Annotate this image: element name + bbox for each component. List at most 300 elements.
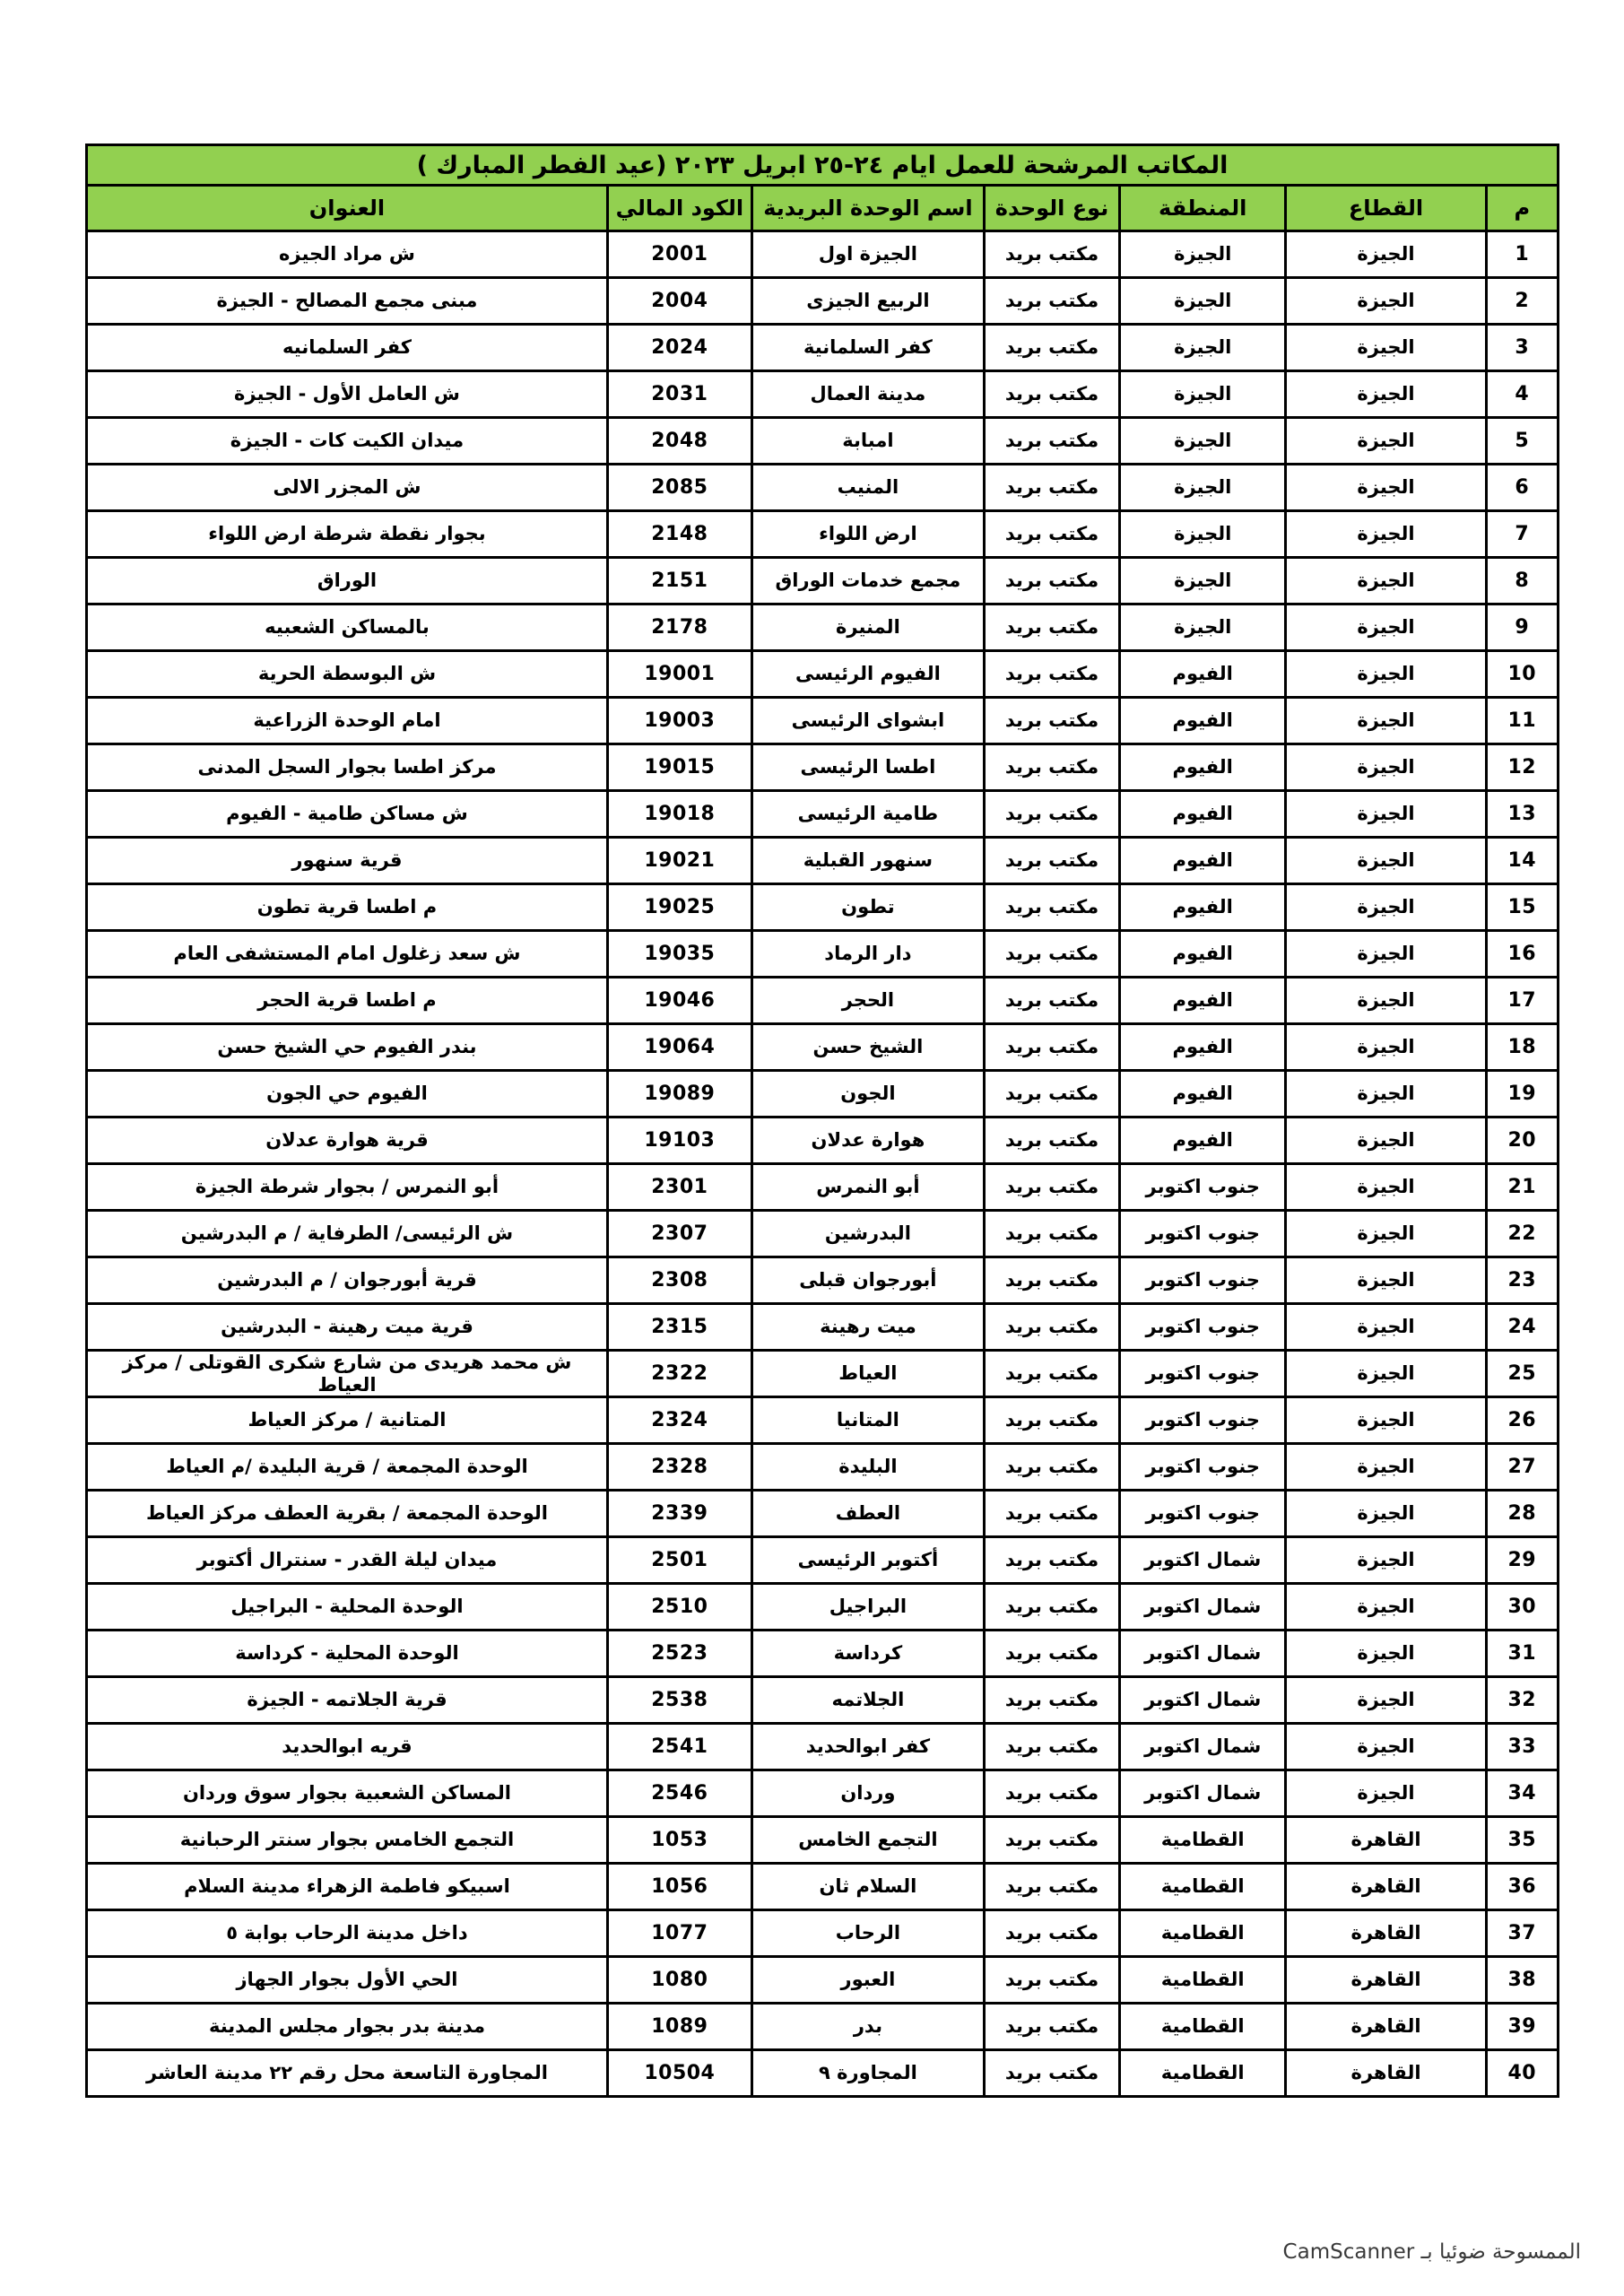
cell-row-number: 17 (1486, 978, 1558, 1024)
cell-row-number: 16 (1486, 931, 1558, 978)
cell-region: الفيوم (1120, 884, 1286, 931)
cell-sector: الجيزة (1286, 418, 1486, 465)
cell-region: شمال اكتوبر (1120, 1677, 1286, 1724)
cell-address: قرية سنهور (87, 838, 608, 884)
col-header-name: اسم الوحدة البريدية (751, 186, 984, 231)
table-row (87, 558, 1559, 604)
cell-unit-name: طامية الرئيسى (751, 791, 984, 838)
cell-unit-name: التجمع الخامس (751, 1817, 984, 1864)
cell-sector: الجيزة (1286, 1584, 1486, 1631)
cell-address: قرية أبورجوان / م البدرشين (87, 1257, 608, 1304)
cell-finance-code: 19001 (607, 651, 751, 698)
cell-row-number: 35 (1486, 1817, 1558, 1864)
cell-unit-name: دار الرماد (751, 931, 984, 978)
cell-region: شمال اكتوبر (1120, 1770, 1286, 1817)
cell-unit-type: مكتب بريد (985, 1071, 1120, 1118)
cell-region: القطامية (1120, 2004, 1286, 2050)
cell-unit-type: مكتب بريد (985, 418, 1120, 465)
cell-address: ش العامل الأول - الجيزة (87, 371, 608, 418)
cell-region: جنوب اكتوبر (1120, 1304, 1286, 1351)
cell-region: الفيوم (1120, 744, 1286, 791)
cell-sector: القاهرة (1286, 1957, 1486, 2004)
page-title: المكاتب المرشحة للعمل ايام ٢٤-٢٥ ابريل ٢٠٢٣ (عيد الفطر المبارك ) (87, 145, 1559, 186)
cell-row-number: 38 (1486, 1957, 1558, 2004)
cell-unit-type: مكتب بريد (985, 1817, 1120, 1864)
cell-unit-name: الحجر (751, 978, 984, 1024)
table-row (87, 1631, 1559, 1677)
cell-unit-type: مكتب بريد (985, 1397, 1120, 1444)
cell-unit-type: مكتب بريد (985, 698, 1120, 744)
cell-unit-type: مكتب بريد (985, 1957, 1120, 2004)
cell-sector: الجيزة (1286, 325, 1486, 371)
cell-sector: الجيزة (1286, 698, 1486, 744)
cell-address: المساكن الشعبية بجوار سوق وردان (87, 1770, 608, 1817)
cell-row-number: 10 (1486, 651, 1558, 698)
cell-finance-code: 2308 (607, 1257, 751, 1304)
cell-row-number: 20 (1486, 1118, 1558, 1164)
cell-address: ش الرئيسى/ الطرفاية / م البدرشين (87, 1211, 608, 1257)
cell-finance-code: 2339 (607, 1491, 751, 1537)
cell-sector: القاهرة (1286, 1864, 1486, 1910)
cell-finance-code: 2151 (607, 558, 751, 604)
table-row (87, 1864, 1559, 1910)
cell-address: ش البوسطة الحرية (87, 651, 608, 698)
cell-row-number: 8 (1486, 558, 1558, 604)
cell-unit-type: مكتب بريد (985, 1257, 1120, 1304)
cell-unit-type: مكتب بريد (985, 1631, 1120, 1677)
cell-sector: الجيزة (1286, 231, 1486, 278)
cell-address: مبنى مجمع المصالح - الجيزة (87, 278, 608, 325)
table-row (87, 1397, 1559, 1444)
cell-row-number: 23 (1486, 1257, 1558, 1304)
cell-row-number: 18 (1486, 1024, 1558, 1071)
cell-address: التجمع الخامس بجوار سنتر الرحبانية (87, 1817, 608, 1864)
cell-address: بندر الفيوم حي الشيخ حسن (87, 1024, 608, 1071)
cell-row-number: 22 (1486, 1211, 1558, 1257)
cell-address: م اطسا قرية الحجر (87, 978, 608, 1024)
cell-unit-name: الرحاب (751, 1910, 984, 1957)
cell-region: الفيوم (1120, 931, 1286, 978)
cell-address: الوحدة المحلية - البراجيل (87, 1584, 608, 1631)
cell-row-number: 28 (1486, 1491, 1558, 1537)
cell-unit-type: مكتب بريد (985, 1024, 1120, 1071)
cell-unit-type: مكتب بريد (985, 838, 1120, 884)
table-row (87, 1071, 1559, 1118)
cell-finance-code: 2538 (607, 1677, 751, 1724)
cell-address: المتانية / مركز العياط (87, 1397, 608, 1444)
cell-sector: الجيزة (1286, 1631, 1486, 1677)
cell-unit-type: مكتب بريد (985, 2050, 1120, 2097)
cell-row-number: 5 (1486, 418, 1558, 465)
cell-address: مدينة بدر بجوار مجلس المدينة (87, 2004, 608, 2050)
col-header-address: العنوان (87, 186, 608, 231)
header-row (87, 186, 1559, 231)
cell-address: المجاورة التاسعة محل رقم ٢٢ مدينة العاشر (87, 2050, 608, 2097)
cell-unit-name: الشيخ حسن (751, 1024, 984, 1071)
cell-row-number: 9 (1486, 604, 1558, 651)
cell-row-number: 19 (1486, 1071, 1558, 1118)
cell-finance-code: 1080 (607, 1957, 751, 2004)
table-row (87, 791, 1559, 838)
cell-unit-name: البراجيل (751, 1584, 984, 1631)
cell-finance-code: 19103 (607, 1118, 751, 1164)
cell-sector: القاهرة (1286, 2004, 1486, 2050)
cell-sector: الجيزة (1286, 278, 1486, 325)
cell-row-number: 6 (1486, 465, 1558, 511)
cell-unit-name: العياط (751, 1351, 984, 1397)
cell-row-number: 36 (1486, 1864, 1558, 1910)
cell-address: بالمساكن الشعبيه (87, 604, 608, 651)
cell-finance-code: 1056 (607, 1864, 751, 1910)
cell-region: جنوب اكتوبر (1120, 1211, 1286, 1257)
table-row (87, 978, 1559, 1024)
table-row (87, 744, 1559, 791)
cell-unit-name: كفر ابوالحديد (751, 1724, 984, 1770)
cell-unit-name: المنيرة (751, 604, 984, 651)
cell-unit-type: مكتب بريد (985, 1304, 1120, 1351)
cell-unit-name: اطسا الرئيسى (751, 744, 984, 791)
cell-region: الجيزة (1120, 231, 1286, 278)
cell-row-number: 7 (1486, 511, 1558, 558)
table-body (87, 231, 1559, 2097)
cell-unit-name: الربيع الجيزى (751, 278, 984, 325)
cell-sector: الجيزة (1286, 465, 1486, 511)
cell-region: الفيوم (1120, 978, 1286, 1024)
cell-region: الجيزة (1120, 278, 1286, 325)
cell-sector: الجيزة (1286, 371, 1486, 418)
cell-finance-code: 2024 (607, 325, 751, 371)
cell-sector: الجيزة (1286, 1491, 1486, 1537)
cell-sector: الجيزة (1286, 511, 1486, 558)
cell-sector: الجيزة (1286, 1724, 1486, 1770)
cell-unit-type: مكتب بريد (985, 558, 1120, 604)
table-row (87, 1491, 1559, 1537)
cell-unit-name: الجلاتمه (751, 1677, 984, 1724)
cell-region: الفيوم (1120, 698, 1286, 744)
table-row (87, 698, 1559, 744)
cell-finance-code: 19035 (607, 931, 751, 978)
cell-unit-name: المجاورة ٩ (751, 2050, 984, 2097)
table-row (87, 278, 1559, 325)
table-row (87, 1677, 1559, 1724)
cell-address: بجوار نقطة شرطة ارض اللواء (87, 511, 608, 558)
cell-sector: الجيزة (1286, 744, 1486, 791)
cell-unit-type: مكتب بريد (985, 931, 1120, 978)
cell-finance-code: 2048 (607, 418, 751, 465)
cell-sector: الجيزة (1286, 931, 1486, 978)
col-header-region: المنطقة (1120, 186, 1286, 231)
table-row (87, 1257, 1559, 1304)
cell-region: الجيزة (1120, 325, 1286, 371)
cell-unit-type: مكتب بريد (985, 1584, 1120, 1631)
cell-region: جنوب اكتوبر (1120, 1397, 1286, 1444)
cell-unit-type: مكتب بريد (985, 465, 1120, 511)
cell-finance-code: 19064 (607, 1024, 751, 1071)
cell-region: الجيزة (1120, 418, 1286, 465)
table-row (87, 2050, 1559, 2097)
cell-sector: الجيزة (1286, 1444, 1486, 1491)
cell-unit-name: العطف (751, 1491, 984, 1537)
cell-address: الحي الأول بجوار الجهاز (87, 1957, 608, 2004)
cell-region: الفيوم (1120, 1071, 1286, 1118)
cell-sector: الجيزة (1286, 1677, 1486, 1724)
cell-sector: الجيزة (1286, 978, 1486, 1024)
table-row (87, 838, 1559, 884)
table-row (87, 1957, 1559, 2004)
cell-sector: الجيزة (1286, 1024, 1486, 1071)
cell-unit-type: مكتب بريد (985, 1770, 1120, 1817)
cell-unit-name: الجون (751, 1071, 984, 1118)
cell-region: الجيزة (1120, 604, 1286, 651)
table-row (87, 231, 1559, 278)
table-row (87, 465, 1559, 511)
cell-region: الفيوم (1120, 651, 1286, 698)
cell-row-number: 37 (1486, 1910, 1558, 1957)
cell-unit-type: مكتب بريد (985, 1537, 1120, 1584)
table-row (87, 651, 1559, 698)
cell-unit-name: البليدة (751, 1444, 984, 1491)
cell-region: الجيزة (1120, 465, 1286, 511)
cell-finance-code: 19003 (607, 698, 751, 744)
cell-unit-name: المتانيا (751, 1397, 984, 1444)
cell-unit-name: المنيب (751, 465, 984, 511)
cell-finance-code: 2301 (607, 1164, 751, 1211)
cell-row-number: 40 (1486, 2050, 1558, 2097)
cell-address: قرية ميت رهينة - البدرشين (87, 1304, 608, 1351)
cell-region: الفيوم (1120, 838, 1286, 884)
cell-row-number: 34 (1486, 1770, 1558, 1817)
cell-unit-name: العبور (751, 1957, 984, 2004)
table-row (87, 371, 1559, 418)
table-row (87, 1211, 1559, 1257)
cell-unit-type: مكتب بريد (985, 1444, 1120, 1491)
cell-unit-type: مكتب بريد (985, 1864, 1120, 1910)
cell-address: ش محمد هريدى من شارع شكرى القوتلى / مركز العياط (87, 1351, 608, 1397)
cell-region: القطامية (1120, 1864, 1286, 1910)
cell-finance-code: 2324 (607, 1397, 751, 1444)
table-row (87, 1164, 1559, 1211)
cell-finance-code: 2307 (607, 1211, 751, 1257)
table-row (87, 418, 1559, 465)
cell-row-number: 31 (1486, 1631, 1558, 1677)
cell-unit-name: بدر (751, 2004, 984, 2050)
cell-sector: القاهرة (1286, 1910, 1486, 1957)
cell-unit-name: سنهور القبلية (751, 838, 984, 884)
cell-address: قرية الجلاتمه - الجيزة (87, 1677, 608, 1724)
cell-unit-type: مكتب بريد (985, 371, 1120, 418)
cell-unit-name: أكتوبر الرئيسى (751, 1537, 984, 1584)
table-row (87, 1537, 1559, 1584)
cell-region: جنوب اكتوبر (1120, 1351, 1286, 1397)
cell-unit-name: مجمع خدمات الوراق (751, 558, 984, 604)
cell-row-number: 15 (1486, 884, 1558, 931)
table-row (87, 1910, 1559, 1957)
cell-region: الفيوم (1120, 1024, 1286, 1071)
offices-table (85, 144, 1559, 2098)
cell-address: مركز اطسا بجوار السجل المدنى (87, 744, 608, 791)
cell-region: الجيزة (1120, 371, 1286, 418)
cell-finance-code: 2510 (607, 1584, 751, 1631)
cell-row-number: 4 (1486, 371, 1558, 418)
table-row (87, 1584, 1559, 1631)
cell-region: القطامية (1120, 2050, 1286, 2097)
cell-finance-code: 1089 (607, 2004, 751, 2050)
cell-row-number: 32 (1486, 1677, 1558, 1724)
cell-address: الوحدة المجمعة / قرية البليدة /م العياط (87, 1444, 608, 1491)
cell-address: ش مساكن طامية - الفيوم (87, 791, 608, 838)
cell-unit-name: كفر السلمانية (751, 325, 984, 371)
cell-finance-code: 2523 (607, 1631, 751, 1677)
cell-finance-code: 19046 (607, 978, 751, 1024)
cell-row-number: 29 (1486, 1537, 1558, 1584)
cell-sector: الجيزة (1286, 1397, 1486, 1444)
cell-finance-code: 10504 (607, 2050, 751, 2097)
cell-unit-type: مكتب بريد (985, 978, 1120, 1024)
cell-region: جنوب اكتوبر (1120, 1491, 1286, 1537)
cell-row-number: 39 (1486, 2004, 1558, 2050)
cell-finance-code: 2085 (607, 465, 751, 511)
cell-unit-type: مكتب بريد (985, 231, 1120, 278)
cell-row-number: 3 (1486, 325, 1558, 371)
cell-unit-type: مكتب بريد (985, 744, 1120, 791)
title-row (87, 145, 1559, 186)
cell-unit-type: مكتب بريد (985, 1677, 1120, 1724)
cell-address: أبو النمرس / بجوار شرطة الجيزة (87, 1164, 608, 1211)
cell-sector: الجيزة (1286, 1211, 1486, 1257)
cell-sector: الجيزة (1286, 1118, 1486, 1164)
cell-address: امام الوحدة الزراعية (87, 698, 608, 744)
cell-row-number: 13 (1486, 791, 1558, 838)
cell-unit-name: الجيزة اول (751, 231, 984, 278)
cell-address: الوحدة المجمعة / بقرية العطف مركز العياط (87, 1491, 608, 1537)
cell-row-number: 11 (1486, 698, 1558, 744)
cell-row-number: 12 (1486, 744, 1558, 791)
cell-address: الفيوم حي الجون (87, 1071, 608, 1118)
cell-unit-name: كرداسة (751, 1631, 984, 1677)
cell-unit-name: هوارة عدلان (751, 1118, 984, 1164)
col-header-type: نوع الوحدة (985, 186, 1120, 231)
cell-finance-code: 1053 (607, 1817, 751, 1864)
cell-region: الفيوم (1120, 791, 1286, 838)
cell-sector: القاهرة (1286, 1817, 1486, 1864)
cell-finance-code: 2004 (607, 278, 751, 325)
cell-finance-code: 2178 (607, 604, 751, 651)
cell-finance-code: 2501 (607, 1537, 751, 1584)
cell-address: داخل مدينة الرحاب بوابة ٥ (87, 1910, 608, 1957)
cell-finance-code: 1077 (607, 1910, 751, 1957)
table-row (87, 604, 1559, 651)
cell-sector: القاهرة (1286, 2050, 1486, 2097)
cell-unit-type: مكتب بريد (985, 1724, 1120, 1770)
cell-address: ش سعد زغلول امام المستشفى العام (87, 931, 608, 978)
cell-address: كفر السلمانيه (87, 325, 608, 371)
cell-row-number: 30 (1486, 1584, 1558, 1631)
cell-unit-name: مدينة العمال (751, 371, 984, 418)
cell-unit-name: تطون (751, 884, 984, 931)
cell-finance-code: 2315 (607, 1304, 751, 1351)
cell-sector: الجيزة (1286, 558, 1486, 604)
cell-sector: الجيزة (1286, 1304, 1486, 1351)
cell-region: شمال اكتوبر (1120, 1584, 1286, 1631)
cell-finance-code: 19021 (607, 838, 751, 884)
table-row (87, 325, 1559, 371)
cell-unit-name: البدرشين (751, 1211, 984, 1257)
cell-unit-type: مكتب بريد (985, 511, 1120, 558)
cell-finance-code: 2322 (607, 1351, 751, 1397)
cell-sector: الجيزة (1286, 791, 1486, 838)
cell-region: القطامية (1120, 1910, 1286, 1957)
cell-unit-type: مكتب بريد (985, 1164, 1120, 1211)
cell-address: م اطسا قرية تطون (87, 884, 608, 931)
cell-address: الوحدة المحلية - كرداسة (87, 1631, 608, 1677)
cell-sector: الجيزة (1286, 1770, 1486, 1817)
cell-finance-code: 19025 (607, 884, 751, 931)
cell-sector: الجيزة (1286, 1164, 1486, 1211)
cell-address: ميدان الكيت كات - الجيزة (87, 418, 608, 465)
cell-row-number: 1 (1486, 231, 1558, 278)
table-row (87, 1024, 1559, 1071)
cell-row-number: 24 (1486, 1304, 1558, 1351)
camscanner-footer-text: الممسوحة ضوئيا بـ CamScanner (1282, 2240, 1581, 2264)
cell-unit-type: مكتب بريد (985, 651, 1120, 698)
cell-unit-name: السلام ثان (751, 1864, 984, 1910)
cell-unit-type: مكتب بريد (985, 791, 1120, 838)
cell-sector: الجيزة (1286, 1257, 1486, 1304)
cell-unit-type: مكتب بريد (985, 1118, 1120, 1164)
cell-finance-code: 19089 (607, 1071, 751, 1118)
cell-unit-name: أبورجوان قبلى (751, 1257, 984, 1304)
cell-finance-code: 2031 (607, 371, 751, 418)
cell-unit-type: مكتب بريد (985, 1351, 1120, 1397)
cell-row-number: 2 (1486, 278, 1558, 325)
cell-unit-name: الفيوم الرئيسى (751, 651, 984, 698)
cell-region: جنوب اكتوبر (1120, 1164, 1286, 1211)
table-row (87, 1444, 1559, 1491)
cell-sector: الجيزة (1286, 838, 1486, 884)
cell-region: الجيزة (1120, 558, 1286, 604)
cell-unit-type: مكتب بريد (985, 325, 1120, 371)
cell-region: شمال اكتوبر (1120, 1631, 1286, 1677)
cell-address: قريه ابوالحديد (87, 1724, 608, 1770)
cell-unit-type: مكتب بريد (985, 604, 1120, 651)
cell-row-number: 21 (1486, 1164, 1558, 1211)
cell-sector: الجيزة (1286, 651, 1486, 698)
cell-region: شمال اكتوبر (1120, 1537, 1286, 1584)
table-row (87, 511, 1559, 558)
cell-address: ش مراد الجيزه (87, 231, 608, 278)
cell-unit-type: مكتب بريد (985, 884, 1120, 931)
cell-unit-name: ارض اللواء (751, 511, 984, 558)
cell-row-number: 25 (1486, 1351, 1558, 1397)
table-row (87, 2004, 1559, 2050)
cell-row-number: 26 (1486, 1397, 1558, 1444)
cell-sector: الجيزة (1286, 604, 1486, 651)
cell-sector: الجيزة (1286, 1071, 1486, 1118)
cell-finance-code: 19018 (607, 791, 751, 838)
cell-unit-type: مكتب بريد (985, 2004, 1120, 2050)
cell-region: الفيوم (1120, 1118, 1286, 1164)
table-row (87, 931, 1559, 978)
cell-finance-code: 2148 (607, 511, 751, 558)
table-row (87, 1304, 1559, 1351)
cell-unit-name: ميت رهينة (751, 1304, 984, 1351)
table-row (87, 1724, 1559, 1770)
cell-unit-name: امبابة (751, 418, 984, 465)
cell-row-number: 14 (1486, 838, 1558, 884)
cell-address: اسبيكو فاطمة الزهراء مدينة السلام (87, 1864, 608, 1910)
table-row (87, 1770, 1559, 1817)
cell-sector: الجيزة (1286, 884, 1486, 931)
